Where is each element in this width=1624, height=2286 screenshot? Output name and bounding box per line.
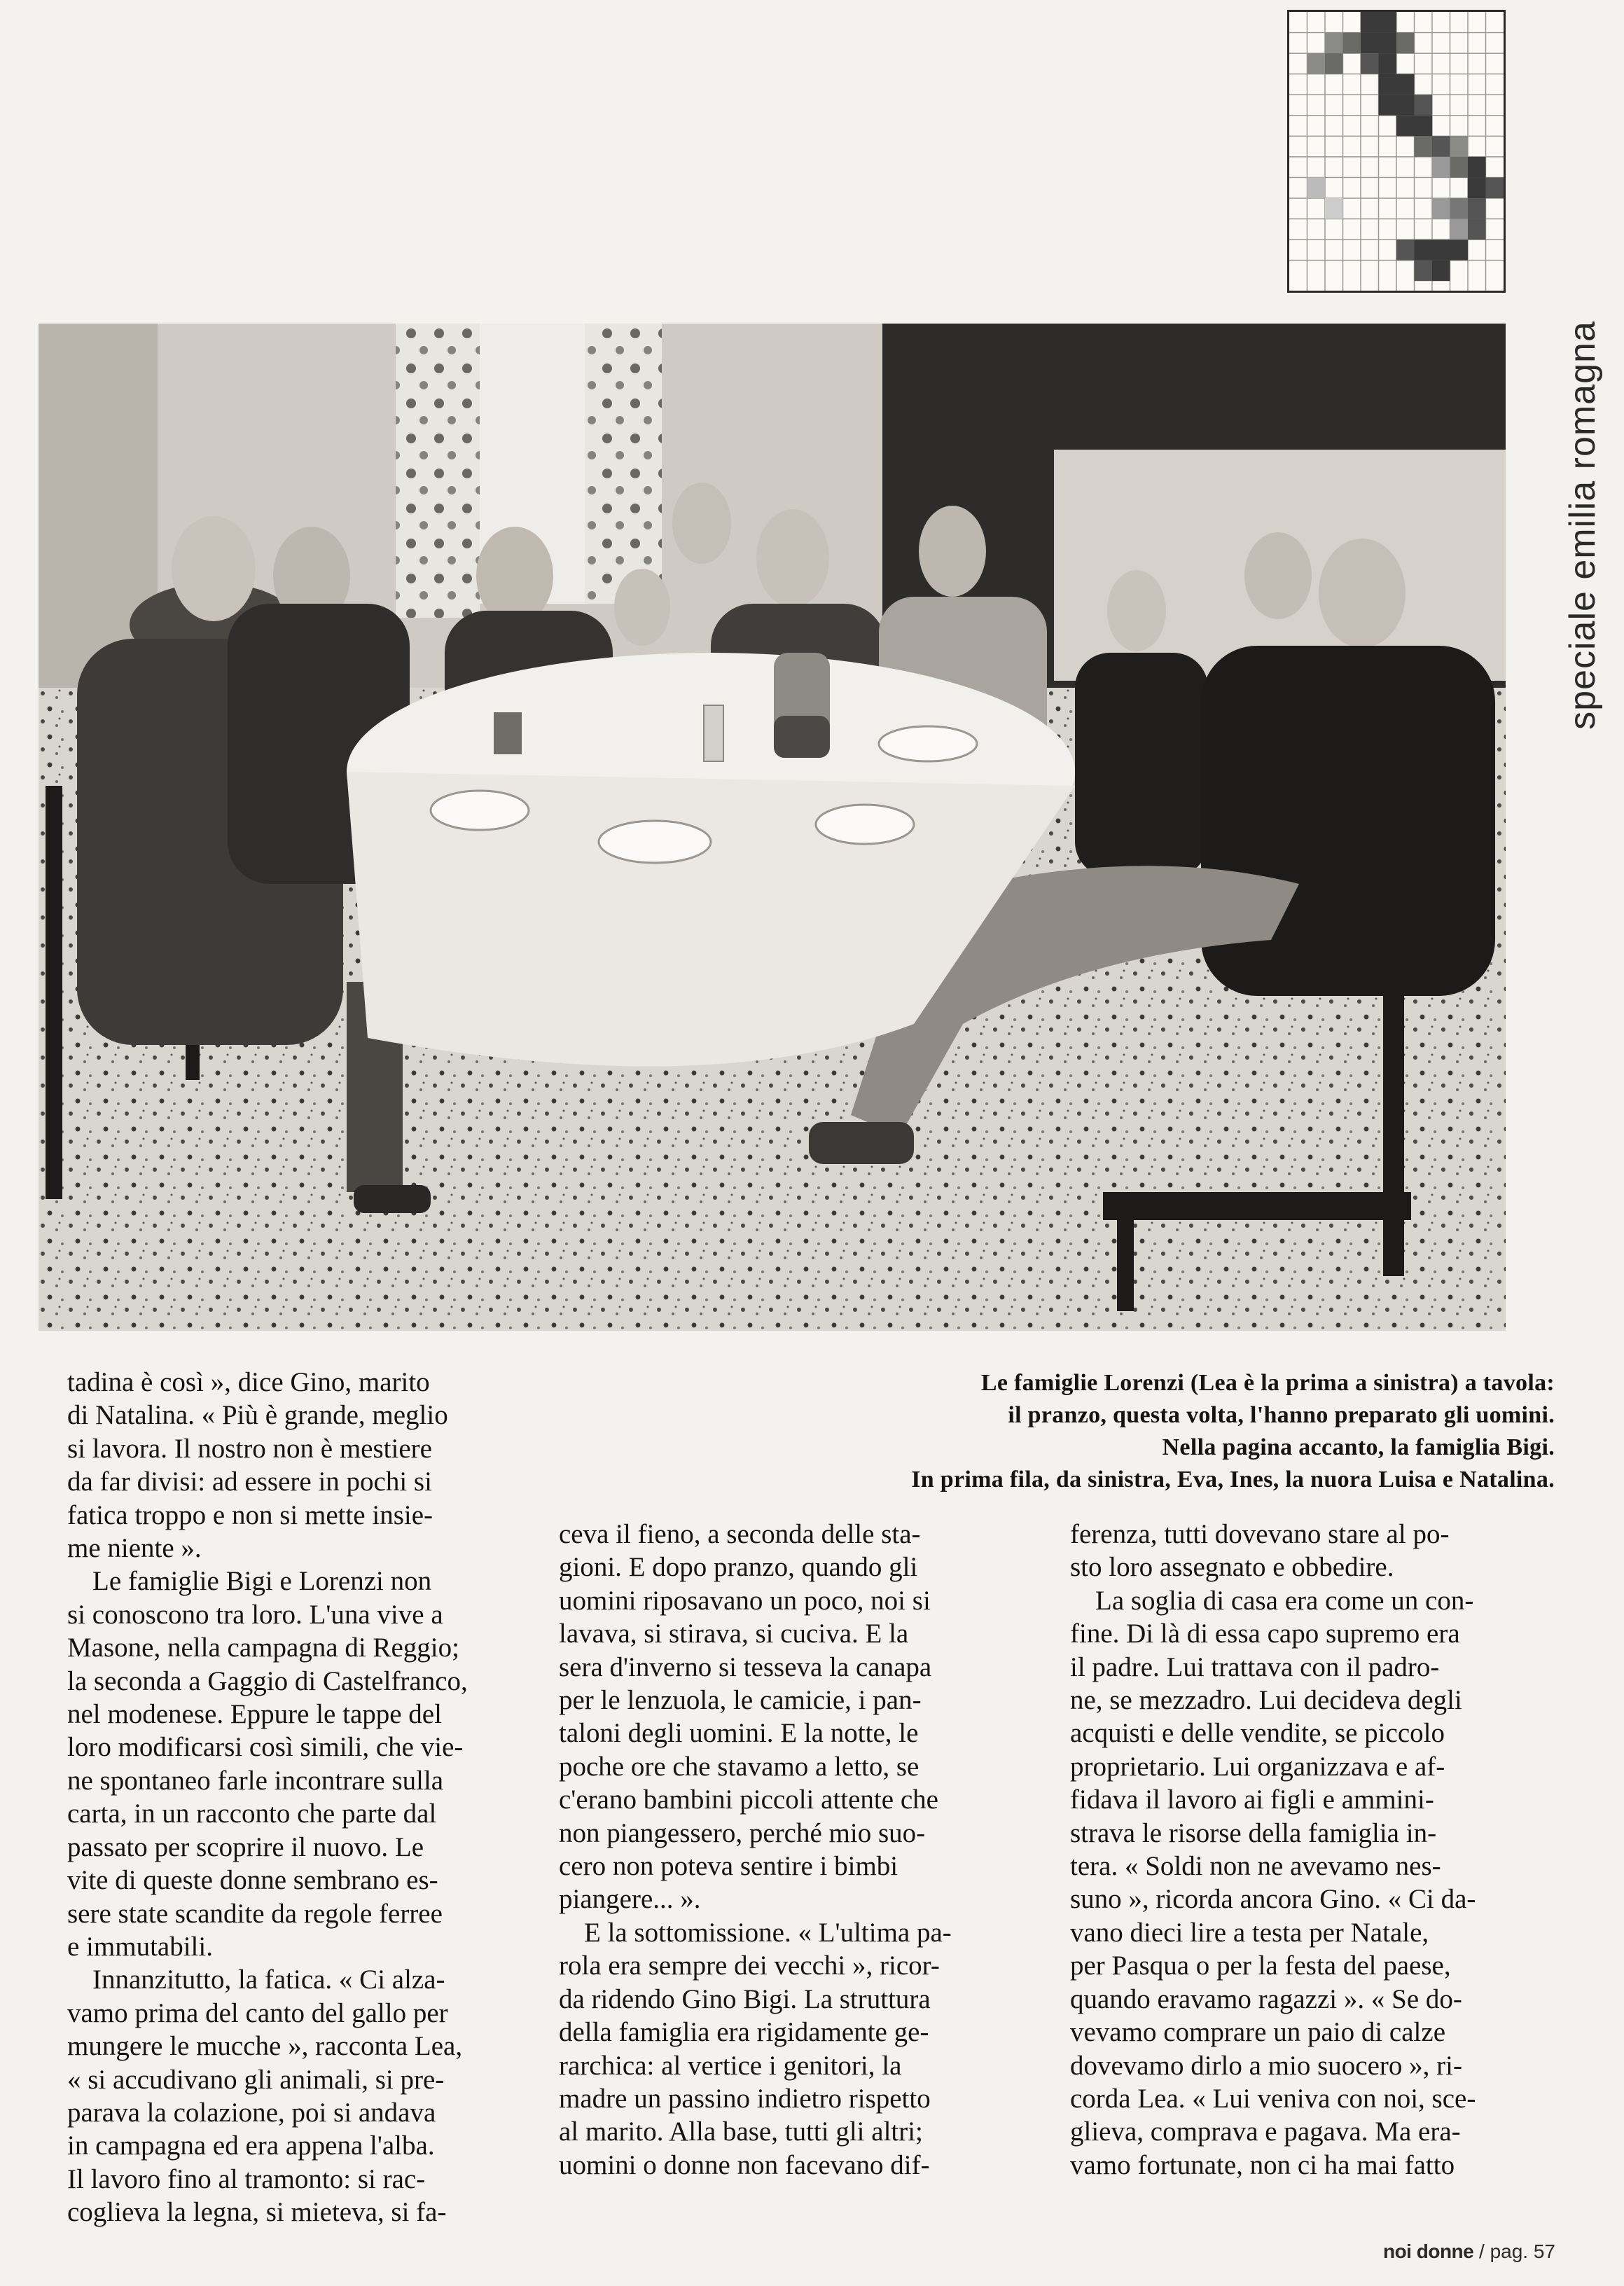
text-line: si conoscono tra loro. L'una vive a	[67, 1599, 443, 1630]
text-line: corda Lea. « Lui veniva con noi, sce-	[1070, 2083, 1476, 2114]
page-footer	[1383, 2240, 1555, 2263]
text-line: « si accudivano gli animali, si pre-	[67, 2064, 445, 2095]
text-line: e immutabili.	[67, 1931, 213, 1962]
text-line: in campagna ed era appena l'alba.	[67, 2131, 435, 2161]
text-line: lavava, si stirava, si cuciva. E la	[559, 1619, 909, 1649]
text-line: sera d'inverno si tesseva la canapa	[559, 1651, 932, 1682]
text-line: ne spontaneo farle incontrare sulla	[67, 1765, 444, 1796]
text-line: per le lenzuola, le camicie, i pan-	[559, 1685, 922, 1716]
text-line: al marito. Alla base, tutti gli altri;	[559, 2117, 923, 2147]
text-column-1	[67, 1366, 526, 2229]
text-line: gioni. E dopo pranzo, quando gli	[559, 1552, 918, 1583]
text-line: Il lavoro fino al tramonto: si rac-	[67, 2163, 426, 2194]
text-line: parava la colazione, poi si andava	[67, 2097, 436, 2128]
magazine-brand: noi donne	[1382, 2240, 1474, 2262]
family-dinner-photo	[39, 324, 1506, 1331]
caption-line: il pranzo, questa volta, l'hanno preparato gli uomini.	[1008, 1402, 1555, 1428]
text-line: piangere... ».	[559, 1884, 701, 1915]
text-line: Le famiglie Bigi e Lorenzi non	[92, 1566, 432, 1597]
text-line: per Pasqua o per la festa del paese,	[1070, 1951, 1451, 1981]
text-column-3	[1070, 1518, 1553, 2182]
photo-caption	[651, 1367, 1555, 1496]
text-line: tadina è così », dice Gino, marito	[67, 1367, 430, 1397]
text-line: fine. Di là di essa capo supremo era	[1070, 1619, 1460, 1649]
text-line: glieva, comprava e pagava. Ma era-	[1070, 2117, 1461, 2147]
text-line: vano dieci lire a testa per Natale,	[1070, 1917, 1429, 1948]
text-line: c'erano bambini piccoli attente che	[559, 1785, 938, 1815]
text-line: tera. « Soldi non ne avevamo nes-	[1070, 1851, 1441, 1882]
text-line: ne, se mezzadro. Lui decideva degli	[1070, 1685, 1462, 1716]
text-line: cero non poteva sentire i bimbi	[559, 1851, 898, 1882]
text-line: fatica troppo e non si mette insie-	[67, 1499, 433, 1530]
photo-illustration	[39, 324, 1506, 1331]
page-number: pag. 57	[1490, 2240, 1555, 2262]
text-line: di Natalina. « Più è grande, meglio	[67, 1400, 448, 1431]
text-line: suno », ricorda ancora Gino. « Ci da-	[1070, 1884, 1476, 1915]
text-line: E la sottomissione. « L'ultima pa-	[584, 1917, 952, 1948]
text-line: mungere le mucche », racconta Lea,	[67, 2031, 463, 2062]
text-line: proprietario. Lui organizzava e af-	[1070, 1751, 1445, 1782]
text-line: carta, in un racconto che parte dal	[67, 1799, 437, 1829]
text-line: Masone, nella campagna di Reggio;	[67, 1633, 459, 1663]
text-line: sto loro assegnato e obbedire.	[1070, 1552, 1394, 1583]
text-line: vite di queste donne sembrano es-	[67, 1865, 438, 1896]
text-line: vamo prima del canto del gallo per	[67, 1997, 448, 2028]
text-line: non piangessero, perché mio suo-	[559, 1817, 926, 1848]
text-line: da far divisi: ad essere in pochi si	[67, 1467, 432, 1497]
text-line: Innanzitutto, la fatica. « Ci alza-	[92, 1965, 445, 1995]
text-line: poche ore che stavamo a letto, se	[559, 1751, 919, 1782]
text-line: passato per scoprire il nuovo. Le	[67, 1831, 424, 1862]
text-line: taloni degli uomini. E la notte, le	[559, 1718, 919, 1749]
text-line: La soglia di casa era come un con-	[1095, 1585, 1474, 1616]
text-line: la seconda a Gaggio di Castelfranco,	[67, 1665, 468, 1696]
text-line: della famiglia era rigidamente ge-	[559, 2017, 929, 2048]
text-line: coglieva la legna, si mieteva, si fa-	[67, 2197, 447, 2228]
caption-line: Le famiglie Lorenzi (Lea è la prima a sinistra) a tavola:	[980, 1370, 1555, 1396]
text-line: ferenza, tutti dovevano stare al po-	[1070, 1519, 1450, 1549]
footer-separator: /	[1479, 2240, 1485, 2262]
text-line: vamo fortunate, non ci ha mai fatto	[1070, 2149, 1455, 2180]
caption-line: Nella pagina accanto, la famiglia Bigi.	[1162, 1434, 1555, 1460]
italy-grid-logo	[1287, 10, 1506, 293]
text-line: rola era sempre dei vecchi », ricor-	[559, 1951, 940, 1981]
text-line: strava le risorse della famiglia in-	[1070, 1817, 1437, 1848]
text-line: loro modificarsi così simili, che vie-	[67, 1732, 464, 1763]
text-line: vevamo comprare un paio di calze	[1070, 2017, 1446, 2048]
text-line: uomini o donne non facevano dif-	[559, 2149, 930, 2180]
italy-map-icon	[1289, 12, 1504, 291]
text-line: madre un passino indietro rispetto	[559, 2083, 931, 2114]
text-line: acquisti e delle vendite, se piccolo	[1070, 1718, 1445, 1749]
text-line: rarchica: al vertice i genitori, la	[559, 2050, 902, 2081]
section-tag-text: speciale emilia romagna	[1562, 321, 1603, 730]
text-line: si lavora. Il nostro non è mestiere	[67, 1433, 432, 1464]
text-line: fidava il lavoro ai figli e ammini-	[1070, 1785, 1434, 1815]
text-line: dovevamo dirlo a mio suocero », ri-	[1070, 2050, 1462, 2081]
text-column-2	[559, 1518, 1032, 2182]
section-tag	[1545, 321, 1620, 730]
text-line: da ridendo Gino Bigi. La struttura	[559, 1983, 931, 2014]
text-line: sere state scandite da regole ferree	[67, 1898, 443, 1929]
text-line: ceva il fieno, a seconda delle sta-	[559, 1519, 921, 1549]
text-line: quando eravamo ragazzi ». « Se do-	[1070, 1983, 1462, 2014]
text-line: me niente ».	[67, 1533, 202, 1564]
text-line: uomini riposavano un poco, noi si	[559, 1585, 931, 1616]
caption-line: In prima fila, da sinistra, Eva, Ines, la nuora Luisa e Natalina.	[911, 1467, 1555, 1492]
text-line: il padre. Lui trattava con il padro-	[1070, 1651, 1440, 1682]
text-line: nel modenese. Eppure le tappe del	[67, 1699, 442, 1730]
